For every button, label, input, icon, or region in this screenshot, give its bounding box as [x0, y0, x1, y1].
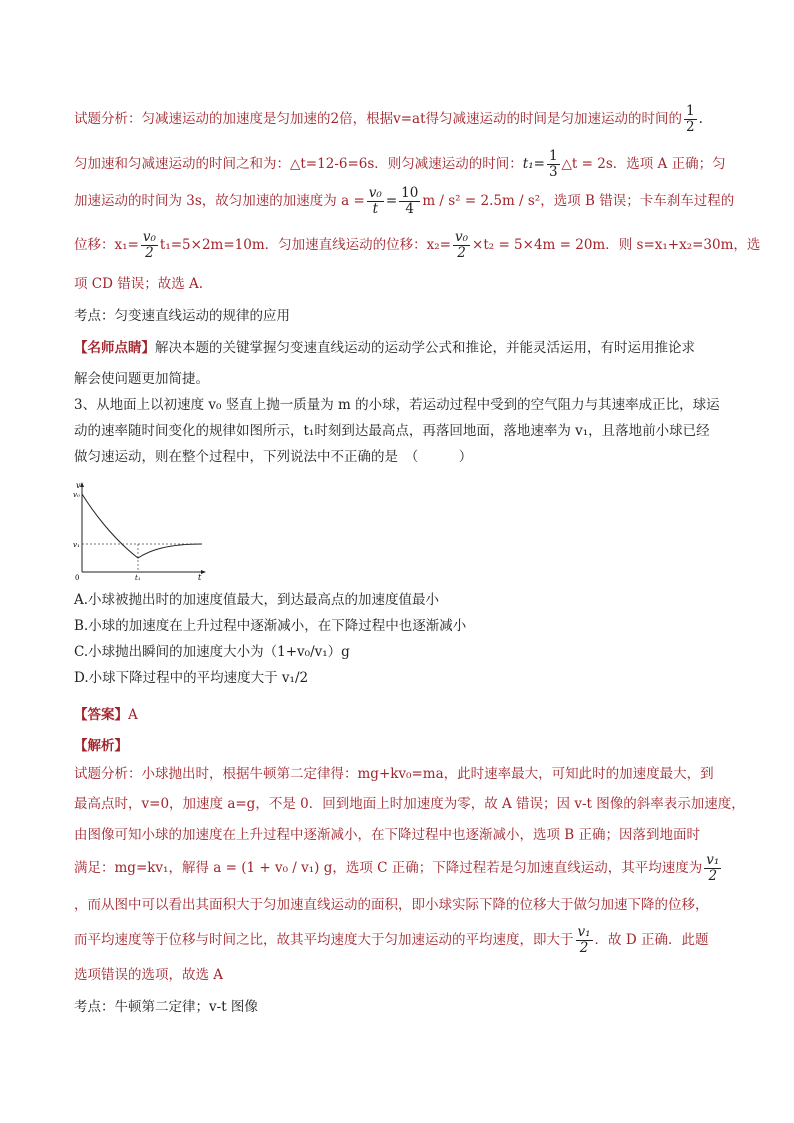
option-d: D.小球下降过程中的平均速度大于 v₁/2 — [74, 670, 309, 686]
analysis2-line7: 选项错误的选项，故选 A — [74, 967, 224, 983]
analysis2-line1: 试题分析：小球抛出时，根据牛顿第二定律得：mg+kv₀=ma，此时速率最大，可知此时的加速度最大，到 — [74, 766, 714, 782]
option-c: C.小球抛出瞬间的加速度大小为（1+v₀/v₁）g — [74, 644, 350, 660]
fraction: $\frac{1}{3}$ — [548, 148, 558, 180]
analysis1-line3: 加速运动的时间为 3s，故匀加速的加速度为 a = $\frac{\text{v₀}}{t}$ = $\frac{10}{4}$ m / s² = 2.5m / s²，选项 B 错误；卡车刹车过程的 — [74, 185, 735, 217]
analysis2-line6: 而平均速度等于位移与时间之比，故其平均速度大于匀加速运动的平均速度，即大于 $\frac{\text{v₁}}{2}$ ．故 D 正确．此题 — [74, 924, 709, 956]
question-line1: 3、从地面上以初速度 v₀ 竖直上抛一质量为 m 的小球，若运动过程中受到的空气阻力与其速率成正比，球运 — [74, 397, 720, 413]
answer-line — [74, 703, 724, 723]
tip-line1 — [74, 336, 724, 356]
analysis1-line5: 项 CD 错误；故选 A. — [74, 276, 204, 292]
kaodian-1: 考点：匀变速直线运动的规律的应用 — [74, 308, 290, 324]
fraction: $\frac{10}{4}$ — [401, 185, 419, 217]
fraction: $\frac{1}{2}$ — [686, 103, 695, 135]
tip-line2: 解会使问题更加简捷。 — [74, 371, 209, 387]
fraction: $\frac{\text{v₀}}{2}$ — [454, 229, 469, 261]
analysis2-line4: 满足：mg=kv₁，解得 a = (1 + v₀ / v₁) g，选项 C 正确；下降过程若是匀加速直线运动，其平均速度为 $\frac{\text{v₁}}{2}$ — [74, 852, 720, 884]
v0-label: v₀ — [73, 491, 80, 499]
answer-value: A — [128, 707, 138, 723]
x-axis-label: t — [198, 573, 202, 580]
analysis1-line4: 位移：x₁= $\frac{\text{v₀}}{2}$ t₁=5×2m=10m．匀加速直线运动的位移：x₂= $\frac{\text{v₀}}{2}$ ×t₂ = 5×4m = 20m．则 s=x₁+x₂=30m，选 — [74, 229, 761, 261]
y-axis-label: v — [76, 481, 81, 490]
analysis2-line2: 最高点时，v=0，加速度 a=g，不是 0．回到地面上时加速度为零，故 A 错误；因 v-t 图像的斜率表示加速度， — [74, 796, 745, 812]
option-a: A.小球被抛出时的加速度值最大，到达最高点的加速度值最小 — [74, 592, 440, 608]
x-axis-arrow — [201, 570, 206, 574]
answer-label: 【答案】 — [74, 707, 128, 723]
analysis1-line1: 试题分析：匀减速运动的加速度是匀加速的2倍，根据v=at得匀减速运动的时间是匀加速运动的时间的 $\frac{1}{2}$ . — [74, 103, 703, 135]
kaodian-2: 考点：牛顿第二定律；v-t 图像 — [74, 999, 258, 1015]
question-line2: 动的速率随时间变化的规律如图所示，t₁时刻到达最高点，再落回地面，落地速率为 v₁，且落地前小球已经 — [74, 423, 710, 439]
origin-label: 0 — [75, 574, 80, 580]
t1-label: t₁ — [135, 574, 141, 580]
analysis2-line3: 由图像可知小球的加速度在上升过程中逐渐减小，在下降过程中也逐渐减小，选项 B 正确；因落到地面时 — [74, 827, 701, 843]
analysis1-text: 试题分析：匀减速运动的加速度是匀加速的2倍，根据v=at得匀减速运动的时间是匀加速运动的时间的 — [74, 111, 682, 127]
y-axis-arrow — [80, 482, 84, 487]
tip-label: 【名师点睛】 — [74, 340, 155, 356]
analysis1-line2: 匀加速和匀减速运动的时间之和为：△t=12-6=6s．则匀减速运动的时间：t₁= $\frac{1}{3}$ △t = 2s．选项 A 正确；匀 — [74, 148, 726, 180]
fraction: $\frac{\text{v₁}}{2}$ — [706, 852, 720, 884]
velocity-curve — [82, 494, 202, 558]
fraction: $\frac{\text{v₀}}{2}$ — [142, 229, 156, 261]
fraction: $\frac{\text{v₀}}{t}$ — [368, 185, 382, 217]
vt-graph — [72, 480, 212, 580]
option-b: B.小球的加速度在上升过程中逐渐减小，在下降过程中也逐渐减小 — [74, 618, 467, 634]
jiexi-label: 【解析】 — [74, 738, 128, 754]
question-line3: 做匀速运动，则在整个过程中，下列说法中不正确的是 （ ） — [74, 449, 473, 465]
v1-label: v₁ — [73, 541, 80, 549]
tip-text: 解决本题的关键掌握匀变速直线运动的运动学公式和推论，并能灵活运用，有时运用推论求 — [155, 340, 695, 356]
fraction: $\frac{\text{v₁}}{2}$ — [577, 924, 591, 956]
analysis2-line5: ，而从图中可以看出其面积大于匀加速直线运动的面积，即小球实际下降的位移大于做匀加速下降的位移， — [74, 897, 709, 913]
